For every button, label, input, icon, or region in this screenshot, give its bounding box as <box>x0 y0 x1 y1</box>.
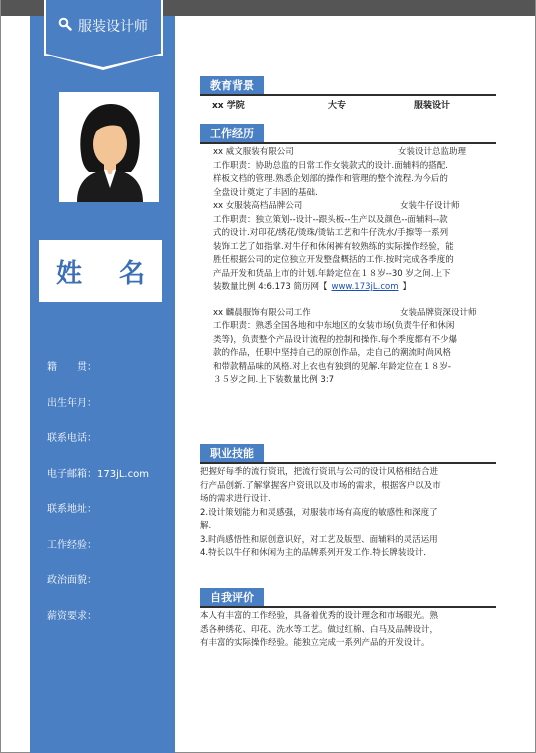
work-section <box>200 124 496 388</box>
candidate-name: 姓 名 <box>55 258 160 289</box>
job-line: 类等)，负责整个产品设计流程的控制和操作.每个季度都有不少爆 <box>213 334 458 345</box>
job-header <box>213 200 496 214</box>
job-company: xx 威文服装有限公司 <box>213 147 294 157</box>
education-section <box>200 76 496 111</box>
job-company: xx 麟晨服饰有限公司工作 <box>213 307 311 318</box>
field-email: 电子邮箱：173jL.com <box>47 468 149 480</box>
job-line: 全盘设计奠定了丰固的基础. <box>213 187 318 198</box>
page-border-left <box>0 0 1 753</box>
section-rule <box>200 462 496 464</box>
self-eval-heading: 自我评价 <box>200 588 264 608</box>
job-line: 胜任根据公司的定位独立开发整盘概括的工作.按时完成各季度的 <box>213 255 454 265</box>
education-major: 服装设计 <box>414 101 451 111</box>
title-tag-point-fill <box>46 54 160 67</box>
job-position: 女装品牌资深设计师 <box>400 307 477 318</box>
search-icon <box>58 16 72 38</box>
skills-line: 把握好每季的流行资讯，把流行资讯与公司的设计风格相结合进 <box>200 467 439 477</box>
page-title: 服装设计师 <box>78 19 148 35</box>
job-line-with-link <box>213 281 496 295</box>
job-company: xx 女服装高档品牌公司 <box>213 201 303 211</box>
section-rule <box>200 94 496 96</box>
skills-line: 场的需求进行设计. <box>200 494 271 504</box>
work-heading-bar <box>200 124 496 144</box>
skills-heading-bar <box>200 444 496 464</box>
name-box <box>39 240 162 302</box>
self-eval-line: 本人有丰富的工作经验，具备着优秀的设计理念和市场眼光。熟 <box>200 611 439 621</box>
website-link[interactable]: www.173jL.com <box>331 282 399 292</box>
field-phone: 联系电话： <box>47 433 97 444</box>
job-line: 产品开发和货品上市的计划.年龄定位在１８岁--30 岁之间.上下 <box>213 268 451 279</box>
self-eval-heading-bar <box>200 588 496 608</box>
job-line: 样板文档的管理.熟悉企划部的操作和管理的整个流程.为今后的 <box>213 174 448 184</box>
self-eval-line: 有丰富的实际操作经验。能独立完成一系列产品的开发设计。 <box>200 638 430 648</box>
skills-body <box>200 466 496 561</box>
personal-info <box>47 360 172 644</box>
self-eval-section <box>200 588 496 651</box>
job-line: 工作职责：协助总监的日常工作女装款式的设计.面辅料的搭配. <box>213 160 448 171</box>
field-birth-date: 出生年月： <box>47 397 97 409</box>
job-position: 女装设计总监助理 <box>398 147 467 157</box>
education-heading-bar <box>200 76 496 96</box>
job-line: 工作职责：独立策划--设计--跟头板--生产以及颜色--面辅料--款 <box>213 214 448 225</box>
job-line: 式的设计.对印花/绣花/烫珠/烫钻工艺和牛仔洗水/手擦等一系列 <box>213 228 449 238</box>
job-line-bracket: 】 <box>402 282 411 292</box>
education-heading: 教育背景 <box>200 76 264 96</box>
job-line: ３５岁之间.上下装数量比例 3:7 <box>213 375 335 385</box>
self-eval-body <box>200 610 496 651</box>
skills-line: 3.时尚感悟性和原创意识好，对工艺及版型、面辅料的灵活运用 <box>200 534 438 545</box>
skills-section <box>200 444 496 561</box>
field-experience: 工作经验： <box>47 539 97 551</box>
job-line: 款的作品，任职中坚持自己的原创作品，走自己的潮流时尚风格 <box>213 348 452 358</box>
title-tag-content <box>58 16 158 38</box>
job-line: 工作职责：熟悉全国各地和中东地区的女装市场(负责牛仔和休闲 <box>213 321 455 331</box>
field-address: 联系地址： <box>47 504 97 515</box>
education-row <box>200 98 496 111</box>
skills-line: 4.特长以牛仔和休闲为主的品牌系列开发工作.特长牌装设计． <box>200 548 432 558</box>
section-rule <box>200 606 496 608</box>
avatar <box>59 92 159 202</box>
job-header <box>213 146 496 160</box>
field-hometown: 籍 贯： <box>47 362 97 373</box>
job-line: 装饰工艺了如指掌.对牛仔和休闲裤有较熟练的实际操作经验，能 <box>213 241 454 252</box>
work-body <box>200 146 496 388</box>
skills-line: 2.设计策划能力和灵感强，对服装市场有高度的敏感性和深度了 <box>200 507 438 518</box>
field-political-status: 政治面貌： <box>47 575 97 586</box>
skills-line: 行产品创新.了解掌握客户资讯以及市场的需求，根据客户以及市 <box>200 480 441 491</box>
job-line: 和带款精品味的风格.对上衣也有独到的见解.年龄定位在１８岁- <box>213 361 451 372</box>
spacer <box>213 295 496 307</box>
skills-heading: 职业技能 <box>200 444 264 464</box>
field-salary: 薪资要求： <box>47 610 97 622</box>
education-degree: 大专 <box>328 101 347 111</box>
job-line-text: 装数量比例 4:6.173 简历网【 <box>213 282 328 292</box>
education-school: xx 学院 <box>212 101 245 111</box>
section-rule <box>200 142 496 144</box>
skills-line: 解. <box>200 521 212 531</box>
self-eval-line: 悉各种绣花、印花、洗水等工艺。做过红棉、白马及品牌设计， <box>200 624 439 635</box>
job-position: 女装牛仔设计师 <box>400 201 460 211</box>
job-header <box>213 307 496 321</box>
work-heading: 工作经历 <box>200 124 264 144</box>
